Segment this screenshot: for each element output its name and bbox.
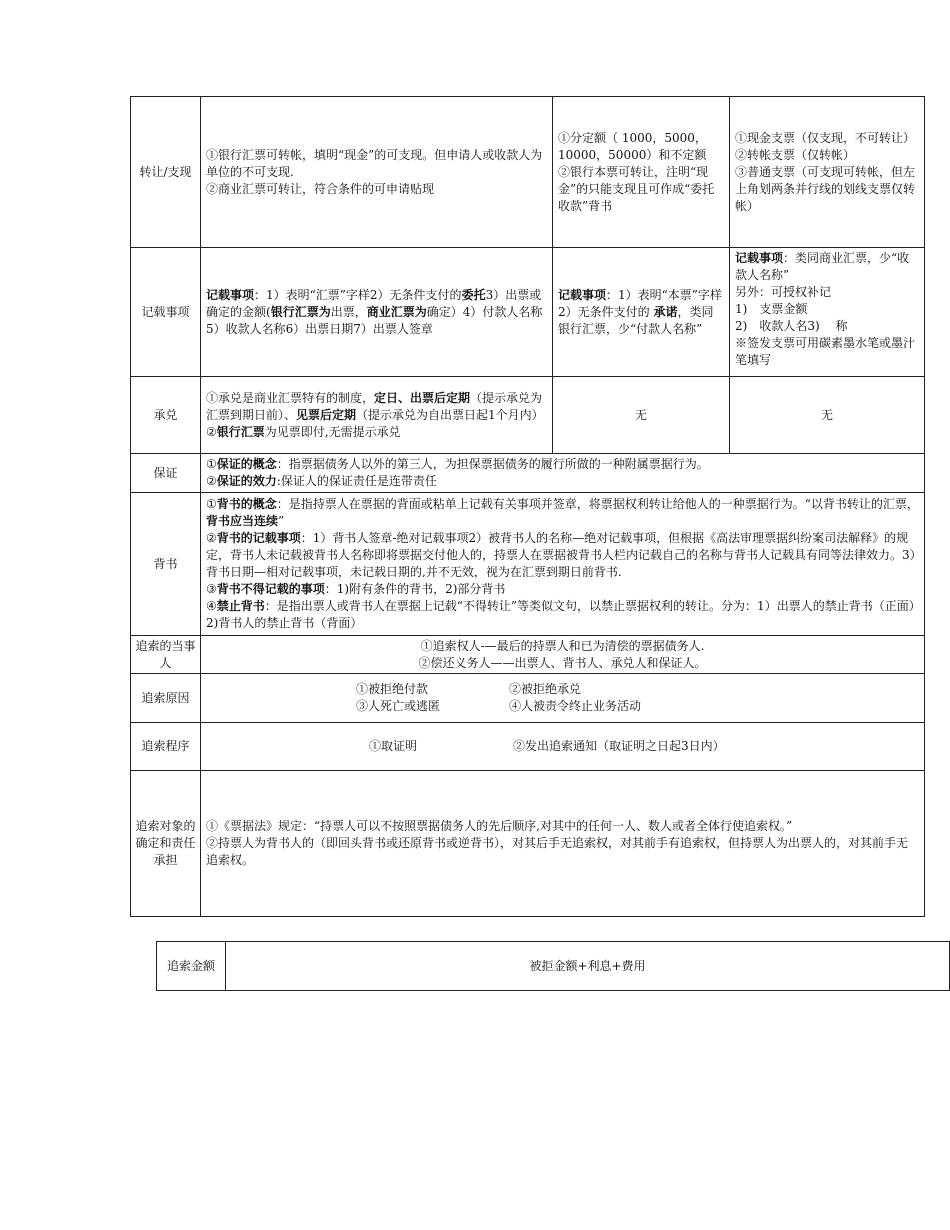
endorse-p1-text-2: ：是指持票人在票据的背面或粘单上记载有关事项并签章，将票据权利转让给他人的一种票据行为。“以背书转让的汇票， bbox=[276, 497, 919, 511]
parties-line-2: ②偿还义务人——出票人、背书人、承兑人和保证人。 bbox=[418, 655, 707, 670]
accept-text-2: （提示承兑为汇票到期日前）、 bbox=[206, 390, 543, 422]
reason-item-3: ③人死亡或逃匿 bbox=[356, 699, 441, 713]
accept-text-3: （提示承兑为自出票日起1个月内） bbox=[356, 407, 544, 422]
transfer-draft-line-1: ①银行汇票可转帐，填明“现金”的可支现。但申请人或收款人为单位的不可支现. bbox=[206, 147, 543, 179]
procedure-item-2: ②发出追索通知（取证明之日起3日内） bbox=[513, 739, 725, 753]
record-promissory-text-2: ，类同银行汇票，少“付款人名称” bbox=[558, 304, 714, 336]
table-row-guarantee bbox=[131, 454, 925, 493]
reason-item-2: ②被拒绝承兑 bbox=[509, 682, 582, 696]
endorse-p3-bold-1: 背书不得记载的事项 bbox=[216, 582, 325, 596]
accept-bold-2: 见票后定期 bbox=[296, 407, 357, 422]
record-cheque-bold-1: 记载事项 bbox=[735, 251, 784, 265]
transfer-promissory-cell bbox=[553, 97, 730, 248]
record-draft-text-1: ：1）表明“汇票”字样2）无条件支付的 bbox=[254, 287, 462, 302]
transfer-cheque-cell bbox=[730, 97, 925, 248]
row-header-guarantee: 保证 bbox=[131, 454, 201, 493]
record-cheque-line-3: 2) 收款人名3) 称 bbox=[735, 319, 848, 333]
accept-bold-1: 定日、出票后定期 bbox=[374, 390, 471, 405]
target-cell bbox=[201, 771, 925, 917]
row-header-accept: 承兑 bbox=[131, 377, 201, 454]
record-cheque-line-1: 另外：可授权补记 bbox=[735, 285, 832, 299]
reason-cell bbox=[201, 674, 925, 723]
transfer-cheque-line-2: ②转帐支票（仅转帐） bbox=[735, 147, 856, 162]
transfer-cheque-line-1: ①现金支票（仅支现，不可转让） bbox=[735, 130, 916, 145]
recourse-amount-table bbox=[156, 941, 950, 991]
parties-cell bbox=[201, 636, 925, 674]
record-cheque-line-4: ※签发支票可用碳素墨水笔或墨汁笔填写 bbox=[735, 336, 916, 367]
guarantee-text-3: ② bbox=[206, 474, 217, 488]
endorse-p2-text-1: ② bbox=[206, 531, 217, 545]
record-promissory-bold-1: 记载事项 bbox=[558, 287, 607, 302]
record-cheque-cell bbox=[730, 248, 925, 377]
record-cheque-text-1: ：类同商业汇票，少“收款人名称” bbox=[735, 251, 910, 282]
accept-draft-cell bbox=[201, 377, 553, 454]
guarantee-text-1: ① bbox=[206, 457, 217, 471]
transfer-cheque-line-3: ③普通支票（可支现可转帐，但左上角划两条并行线的划线支票仅转帐） bbox=[735, 164, 916, 213]
record-draft-cell bbox=[201, 248, 553, 377]
guarantee-text-2: ：指票据债务人以外的第三人，为担保票据债务的履行所做的一种附属票据行为。 bbox=[276, 457, 709, 471]
transfer-promissory-line-2: ②银行本票可转让，注明“现金”的只能支现且可作成“委托收款”背书 bbox=[558, 164, 715, 213]
table-row-record bbox=[131, 248, 925, 377]
endorse-p3-text-2: ：1)附有条件的背书，2)部分背书 bbox=[324, 582, 506, 596]
record-draft-bold-2: 委托 bbox=[461, 287, 486, 302]
reason-item-4: ④人被责令终止业务活动 bbox=[509, 699, 642, 713]
procedure-item-1: ①取证明 bbox=[369, 739, 418, 753]
row-header-record: 记载事项 bbox=[131, 248, 201, 377]
reason-item-1: ①被拒绝付款 bbox=[356, 682, 429, 696]
table-row-reason bbox=[131, 674, 925, 723]
record-promissory-bold-2: 承诺 bbox=[653, 304, 678, 319]
endorse-p4-bold-1: 禁止背书 bbox=[216, 599, 265, 613]
endorse-p2-text-2: ：1）背书人签章-绝对记载事项2）被背书人的名称—绝对记载事项，但根据《高法审理票据纠纷案司法解释》的规定，背书人未记载被背书人名称即将票据交付他人的，持票人在票据被背书人栏内记载自己的名称与背书人记载具有同等法律效力。3）背书日期—相对记载事项，未记载日期的,并不无效，视为在汇票到期日前背书. bbox=[206, 531, 916, 579]
table-row-transfer bbox=[131, 97, 925, 248]
transfer-draft-cell bbox=[201, 97, 553, 248]
endorse-cell bbox=[201, 493, 925, 636]
record-cheque-line-2: 1) 支票金额 bbox=[735, 302, 808, 316]
accept-text-1: ①承兑是商业汇票特有的制度， bbox=[206, 390, 375, 405]
transfer-promissory-line-1: ①分定额（ 1000，5000，10000，50000）和不定额 bbox=[558, 130, 707, 162]
target-line-2: ②持票人为背书人的（即回头背书或还原背书或逆背书），对其后手无追索权，对其前手有追索权，但持票人为出票人的，对其前手无追索权。 bbox=[206, 836, 909, 867]
parties-line-1: ①追索权人-—最后的持票人和已为清偿的票据债务人. bbox=[420, 638, 705, 653]
table-row-parties bbox=[131, 636, 925, 674]
guarantee-bold-2: 保证的效力 bbox=[216, 474, 277, 488]
record-draft-text-2: 3）出票或确定的金额( bbox=[206, 287, 542, 319]
accept-text-5: 为见票即付,无需提示承兑 bbox=[264, 424, 401, 439]
endorse-p1-text-3: ” bbox=[278, 514, 285, 528]
endorse-p2-bold-1: 背书的记载事项 bbox=[216, 531, 301, 545]
endorse-p3-text-1: ③ bbox=[206, 582, 217, 596]
row-header-endorse: 背书 bbox=[131, 493, 201, 636]
endorse-p1-text-1: ① bbox=[206, 497, 217, 511]
guarantee-bold-1: 保证的概念 bbox=[216, 457, 277, 471]
row-header-procedure: 追索程序 bbox=[131, 723, 201, 771]
row-header-reason: 追索原因 bbox=[131, 674, 201, 723]
procedure-cell bbox=[201, 723, 925, 771]
bill-comparison-table bbox=[130, 96, 925, 917]
row-header-transfer: 转让/支现 bbox=[131, 97, 201, 248]
table-row-procedure bbox=[131, 723, 925, 771]
guarantee-text-4: :保证人的保证责任是连带责任 bbox=[276, 474, 437, 488]
table-row-amount bbox=[157, 942, 950, 991]
accept-cheque-cell: 无 bbox=[730, 377, 925, 454]
accept-bold-3: 银行汇票 bbox=[216, 424, 265, 439]
guarantee-cell bbox=[201, 454, 925, 493]
record-promissory-text-1: ：1）表明“本票”字样 2）无条件支付的 bbox=[558, 287, 722, 319]
amount-cell: 被拒金额+利息+费用 bbox=[226, 942, 950, 991]
endorse-p1-bold-1: 背书的概念 bbox=[216, 497, 277, 511]
row-header-parties: 追索的当事人 bbox=[131, 636, 201, 674]
endorse-p4-text-1: ④ bbox=[206, 599, 217, 613]
table-row-endorse bbox=[131, 493, 925, 636]
endorse-p4-text-2: ：是指出票人或背书人在票据上记载“不得转让”等类似文句，以禁止票据权利的转让。分为：1）出票人的禁止背书（正面）2)背书人的禁止背书（背面） bbox=[206, 599, 915, 630]
record-draft-text-3: 出票， bbox=[330, 304, 367, 319]
record-draft-text-4: 确定）4）付款人名称5）收款人名称6）出票日期7）出票人签章 bbox=[206, 304, 543, 336]
accept-text-4: ② bbox=[206, 424, 217, 439]
record-draft-bold-3: 银行汇票为 bbox=[270, 304, 331, 319]
accept-promissory-cell: 无 bbox=[553, 377, 730, 454]
endorse-p1-bold-2: 背书应当连续 bbox=[206, 514, 279, 528]
row-header-amount: 追索金额 bbox=[157, 942, 226, 991]
target-line-1: ①《票据法》规定：“持票人可以不按照票据债务人的先后顺序,对其中的任何一人、数人或者全体行使追索权。” bbox=[206, 819, 793, 833]
record-draft-bold-4: 商业汇票为 bbox=[366, 304, 427, 319]
transfer-draft-line-2: ②商业汇票可转让，符合条件的可申请贴现 bbox=[206, 181, 435, 196]
table-row-target bbox=[131, 771, 925, 917]
record-draft-bold-1: 记载事项 bbox=[206, 287, 255, 302]
row-header-target: 追索对象的确定和责任承担 bbox=[131, 771, 201, 917]
table-row-accept bbox=[131, 377, 925, 454]
record-promissory-cell bbox=[553, 248, 730, 377]
